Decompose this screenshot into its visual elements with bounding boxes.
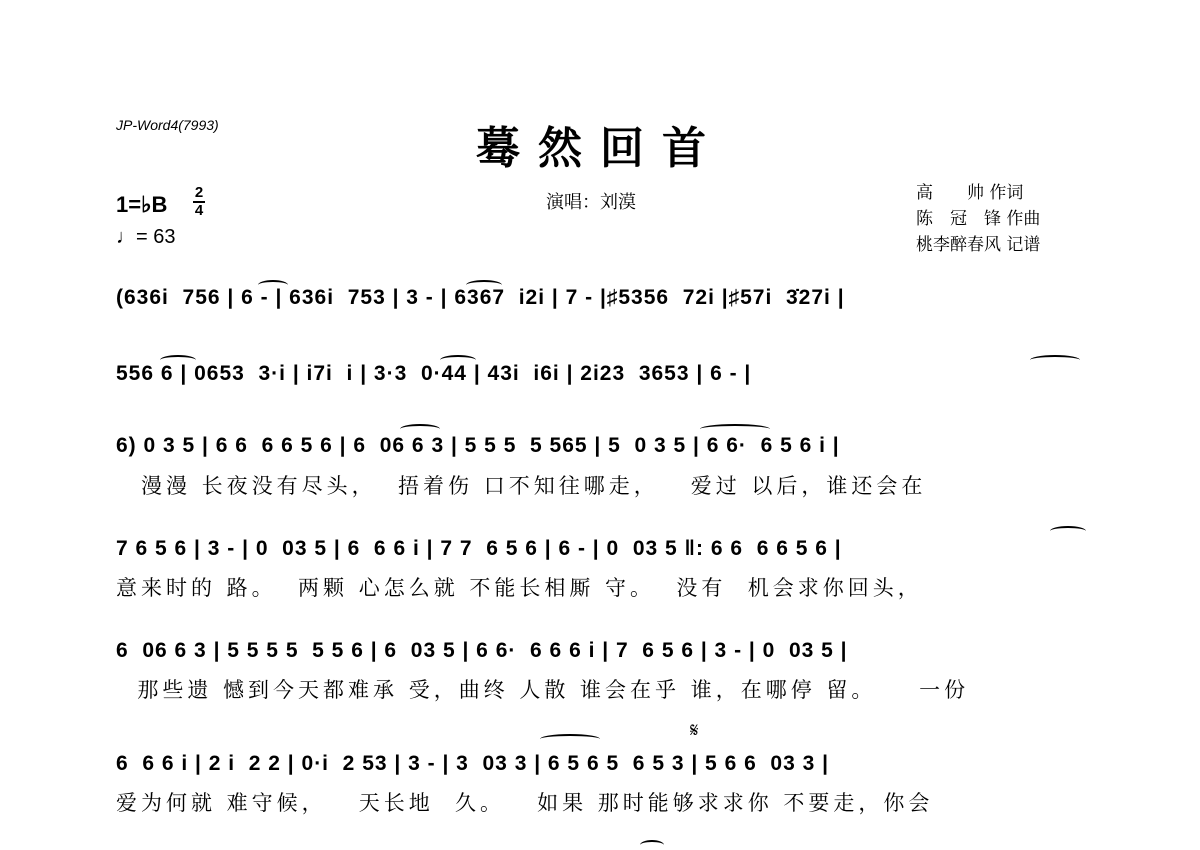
staff-line-4-notes: 7 6 5 6 | 3 - | 0 03 5 | 6 6 6 i | 7 7 6 5 6 | 6 - | 0 03 5 ‖: 6 6 6 6 5 6 | <box>116 537 842 560</box>
slur <box>640 840 664 850</box>
slur <box>160 355 196 365</box>
staff-line-4-lyrics: 意来时的 路。 两颗 心怎么就 不能长相厮 守。 没有 机会求你回头， <box>116 576 923 600</box>
staff-line-3-notes: 6) 0 3 5 | 6 6 6 6 5 6 | 6 06 6 3 | 5 5 5 5 565 | 5 0 3 5 | 6 6· 6 5 6 i | <box>116 434 840 457</box>
time-signature-top: 2 <box>194 184 204 201</box>
slur <box>440 355 476 365</box>
slur <box>700 424 770 434</box>
staff-line-1-notes: (636i 756 | 6 - | 636i 753 | 3 - | 6367 i2i | 7 - |♯5356 72i |♯57i 3̇27i | <box>116 286 845 309</box>
slur <box>400 424 440 434</box>
lyricist-credit: 高 帅 作词 <box>916 183 1024 203</box>
tempo-marking: ♩= 63 <box>116 226 176 248</box>
time-signature <box>193 186 205 218</box>
slur <box>1050 526 1086 536</box>
time-signature-bottom: 4 <box>194 202 204 219</box>
staff-line-3-lyrics: 漫漫 长夜没有尽头， 捂着伤 口不知往哪走， 爱过 以后，谁还会在 <box>116 474 927 498</box>
singer-credit: 演唱：刘漠 <box>546 192 636 213</box>
key-signature: 1=♭B <box>116 192 168 217</box>
staff-line-6-lyrics: 爱为何就 难守候， 天长地 久。 如果 那时能够求求你 不要走，你会 <box>116 791 934 815</box>
staff-line-6-notes: 6 6 6 i | 2 i 2 2 | 0·i 2 53 | 3 - | 3 03 3 | 6 5 6 5 6 5 3 | 5 6 6 03 3 | <box>116 752 830 775</box>
slur <box>466 280 502 290</box>
slur <box>258 280 288 290</box>
software-label: JP-Word4(7993) <box>116 117 219 133</box>
staff-line-2-notes: 556 6 | 0653 3·i | i7i i | 3·3 0·44 | 43i i6i | 2i23 3653 | 6 - | <box>116 362 752 385</box>
transcriber-credit: 桃李醉春风 记谱 <box>916 235 1041 255</box>
segno-sign: 𝄋 <box>690 718 699 742</box>
staff-line-5-notes: 6 06 6 3 | 5 5 5 5 5 5 6 | 6 03 5 | 6 6· 6 6 6 i | 7 6 5 6 | 3 - | 0 03 5 | <box>116 639 848 662</box>
song-title: 蓦然回首 <box>476 123 724 174</box>
slur <box>540 734 600 744</box>
composer-credit: 陈 冠 锋 作曲 <box>916 209 1041 229</box>
staff-line-5-lyrics: 那些遗 憾到今天都难承 受，曲终 人散 谁会在乎 谁，在哪停 留。 一份 <box>116 678 970 702</box>
slur <box>1030 355 1080 365</box>
credits-block <box>916 180 1040 258</box>
